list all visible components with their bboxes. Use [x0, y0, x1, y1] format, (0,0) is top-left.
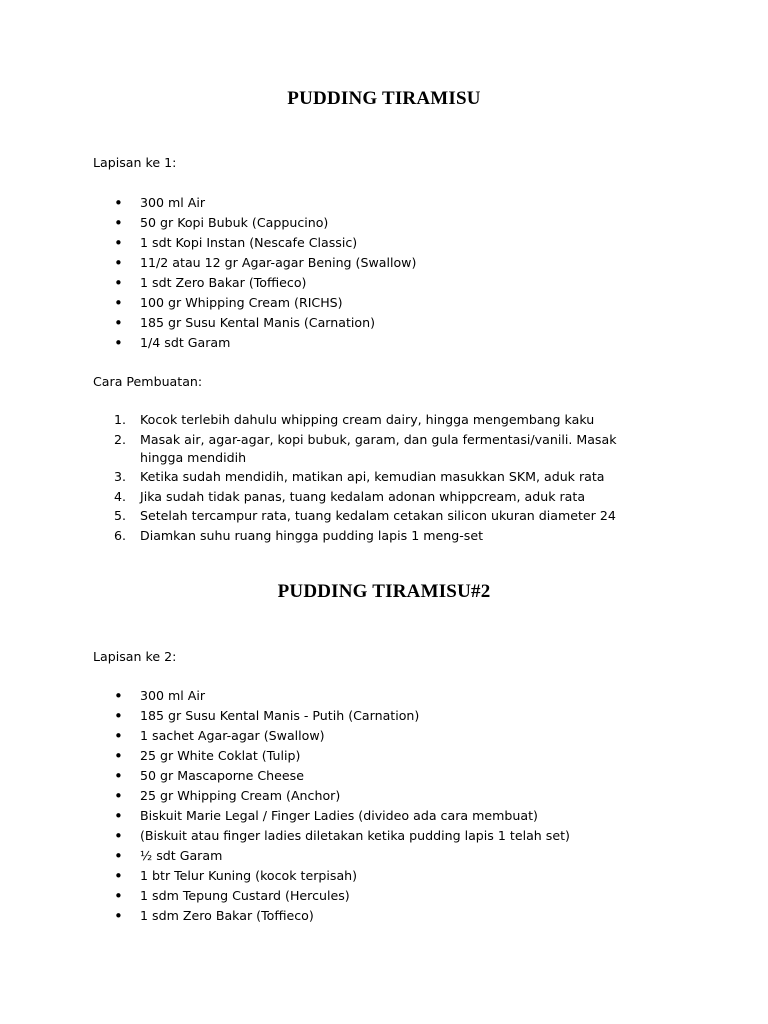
ingredient-item: • 25 gr White Coklat (Tulip)	[0, 746, 660, 766]
recipe-title-1: PUDDING TIRAMISU	[287, 88, 481, 109]
layer-1-label: Lapisan ke 1:	[93, 155, 177, 170]
ingredient-item: • 100 gr Whipping Cream (RICHS)	[0, 293, 660, 313]
method-step	[0, 488, 660, 506]
ingredient-item: • 1 sdm Zero Bakar (Toffieco)	[0, 906, 660, 926]
step-number: 1.	[114, 412, 127, 427]
method-step	[0, 468, 660, 486]
method-step	[0, 507, 660, 525]
ingredient-item: • 300 ml Air	[0, 686, 660, 706]
ingredient-item: • 1 sdm Tepung Custard (Hercules)	[0, 886, 660, 906]
method-step	[0, 411, 660, 429]
ingredient-item: • 1 sdt Kopi Instan (Nescafe Classic)	[0, 233, 660, 253]
step-number: 4.	[114, 488, 127, 504]
step-text: Diamkan suhu ruang hingga pudding lapis 1 meng-set	[140, 527, 484, 543]
ingredient-item: • 300 ml Air	[0, 193, 660, 213]
step-number: 6.	[114, 527, 127, 543]
method-step	[0, 431, 660, 467]
ingredient-item: • 50 gr Kopi Bubuk (Cappucino)	[0, 213, 660, 233]
ingredient-item: • 50 gr Mascaporne Cheese	[0, 766, 660, 786]
ingredient-item: • 11/2 atau 12 gr Agar-agar Bening (Swallow)	[0, 253, 660, 273]
ingredient-item: • 185 gr Susu Kental Manis (Carnation)	[0, 313, 660, 333]
layer-2-ingredient-list	[0, 686, 660, 926]
step-text: Setelah tercampur rata, tuang kedalam cetakan silicon ukuran diameter 24	[140, 508, 616, 524]
ingredient-item: • 1 sdt Zero Bakar (Toffieco)	[0, 273, 660, 293]
ingredient-item: • 1 btr Telur Kuning (kocok terpisah)	[0, 866, 660, 886]
ingredient-item: • 1/4 sdt Garam	[0, 333, 660, 353]
step-text: Masak air, agar-agar, kopi bubuk, garam, dan gula fermentasi/vanili. Masak hingga mendidih	[140, 431, 617, 465]
ingredient-item: • 185 gr Susu Kental Manis - Putih (Carnation)	[0, 706, 660, 726]
layer-1-ingredient-list	[0, 193, 660, 353]
ingredient-item: • 1 sachet Agar-agar (Swallow)	[0, 726, 660, 746]
step-number: 3.	[114, 469, 127, 485]
method-step-list	[0, 411, 660, 547]
ingredient-item: • ½ sdt Garam	[0, 846, 660, 866]
step-text: Ketika sudah mendidih, matikan api, kemudian masukkan SKM, aduk rata	[140, 469, 605, 485]
method-label: Cara Pembuatan:	[93, 374, 203, 389]
ingredient-item: • (Biskuit atau finger ladies diletakan ketika pudding lapis 1 telah set)	[0, 826, 660, 846]
ingredient-item: • 25 gr Whipping Cream (Anchor)	[0, 786, 660, 806]
layer-2-label: Lapisan ke 2:	[93, 649, 177, 664]
step-text: Jika sudah tidak panas, tuang kedalam adonan whippcream, aduk rata	[140, 488, 586, 504]
step-text: Kocok terlebih dahulu whipping cream dairy, hingga mengembang kaku	[140, 412, 595, 427]
step-number: 2.	[114, 431, 127, 447]
method-step	[0, 527, 660, 545]
recipe-title-2: PUDDING TIRAMISU#2	[277, 581, 491, 602]
ingredient-item: • Biskuit Marie Legal / Finger Ladies (divideo ada cara membuat)	[0, 806, 660, 826]
step-number: 5.	[114, 508, 127, 524]
